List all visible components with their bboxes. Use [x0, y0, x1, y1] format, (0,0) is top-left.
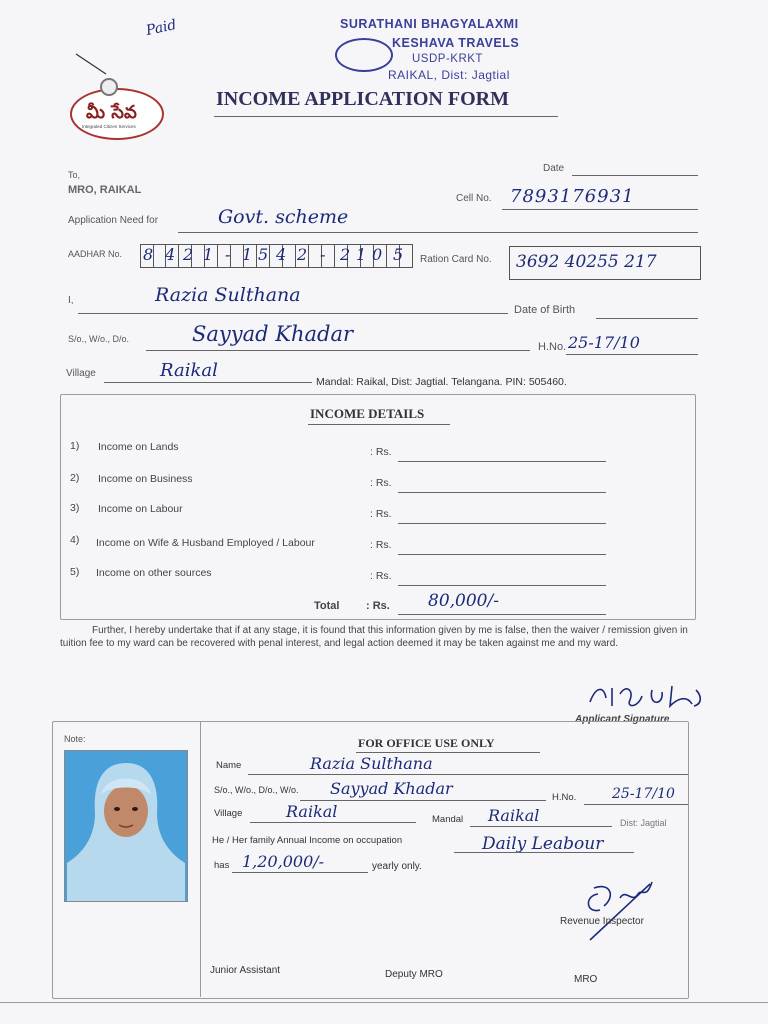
mro-label: MRO [574, 974, 598, 985]
office-has-value: 1,20,000/- [242, 852, 325, 871]
logo-caption: Integrated Citizen Services [82, 124, 136, 129]
income-title-underline [308, 424, 450, 425]
form-title: INCOME APPLICATION FORM [216, 88, 509, 110]
income-row-rs: : Rs. [370, 570, 392, 582]
so-value: Sayyad Khadar [192, 322, 354, 346]
office-so-label: S/o., W/o., D/o., W/o. [214, 785, 299, 795]
aadhar-digit: 4 [276, 245, 287, 264]
meeseva-logo [70, 88, 164, 140]
aadhar-digit: 5 [258, 245, 269, 264]
income-title: INCOME DETAILS [310, 406, 425, 421]
income-row-label: Income on Lands [98, 441, 179, 453]
aadhar-digit: 5 [393, 245, 404, 264]
revenue-inspector-signature-mark [580, 874, 660, 944]
total-line [398, 614, 606, 615]
to-value: MRO, RAIKAL [68, 184, 142, 196]
income-row-num: 5) [70, 566, 80, 578]
office-occupation-label: He / Her family Annual Income on occupation [212, 835, 403, 846]
cell-label: Cell No. [456, 193, 492, 204]
date-label: Date [543, 163, 565, 174]
note-label: Note: [64, 734, 86, 744]
aadhar-digit: - [320, 245, 326, 264]
income-row-label: Income on other sources [96, 567, 212, 579]
stamp-line-2: KESHAVA TRAVELS [392, 36, 520, 50]
office-so-value: Sayyad Khadar [330, 779, 453, 798]
cell-value: 7893176931 [510, 186, 635, 207]
so-label: S/o., W/o., D/o. [68, 334, 130, 344]
application-line [178, 232, 698, 233]
page-bottom-line [0, 1002, 768, 1003]
person-photo-icon [65, 751, 187, 901]
income-row-label: Income on Wife & Husband Employed / Labour [96, 537, 315, 549]
income-row-num: 4) [70, 534, 80, 546]
office-so-line [300, 800, 546, 801]
aadhar-digit: 2 [297, 245, 308, 264]
arrow-mark [72, 50, 112, 80]
applicant-signature-label: Applicant Signature [575, 714, 670, 725]
applicant-photo [64, 750, 188, 902]
income-row-line [398, 523, 606, 524]
income-row-num: 1) [70, 440, 80, 452]
office-mandal-line [470, 826, 612, 827]
stamp-seal-icon [335, 38, 393, 72]
stamp-line-3: USDP-KRKT [412, 53, 483, 65]
income-row-line [398, 461, 606, 462]
income-row-line [398, 492, 606, 493]
aadhar-digit: 4 [165, 245, 176, 264]
office-dist-label: Dist: Jagtial [620, 818, 667, 828]
aadhar-digit: 0 [372, 245, 383, 264]
income-row-label: Income on Labour [98, 503, 183, 515]
logo-emblem-icon [100, 78, 118, 96]
aadhar-digit: 2 [340, 245, 351, 264]
office-hno-label: H.No. [552, 792, 577, 803]
village-label: Village [66, 368, 96, 379]
office-village-value: Raikal [286, 802, 338, 821]
revenue-inspector-label: Revenue Inspector [560, 916, 644, 927]
income-row-rs: : Rs. [370, 508, 392, 520]
cell-line [502, 209, 698, 210]
stamp-line-1: SURATHANI BHAGYALAXMI [340, 17, 519, 31]
to-label: To, [68, 170, 81, 180]
income-row-line [398, 554, 606, 555]
aadhar-digit: 8 [143, 245, 154, 264]
office-mandal-label: Mandal [432, 814, 464, 825]
hno-label: H.No. [538, 341, 567, 353]
office-occupation-line [454, 852, 634, 853]
aadhar-digit: 1 [203, 245, 214, 264]
hno-line [566, 354, 698, 355]
office-title: FOR OFFICE USE ONLY [358, 736, 495, 750]
income-row-num: 2) [70, 472, 80, 484]
ration-value: 3692 40255 217 [516, 252, 657, 272]
office-mandal-value: Raikal [488, 806, 540, 825]
dob-label: Date of Birth [514, 304, 576, 316]
office-title-underline [356, 752, 540, 753]
income-row-rs: : Rs. [370, 446, 392, 458]
office-hno-value: 25-17/10 [612, 786, 675, 802]
aadhar-label: AADHAR No. [68, 249, 123, 259]
total-label: Total [314, 600, 340, 612]
office-name-value: Razia Sulthana [310, 754, 433, 773]
income-row-rs: : Rs. [370, 539, 392, 551]
aadhar-digit: 1 [356, 245, 367, 264]
dob-line [596, 318, 698, 319]
name-line [78, 313, 508, 314]
applicant-name: Razia Sulthana [155, 284, 301, 306]
office-has-label: has [214, 860, 230, 871]
total-value: 80,000/- [428, 591, 499, 611]
office-village-line [250, 822, 416, 823]
deputy-mro-label: Deputy MRO [385, 969, 443, 980]
application-value: Govt. scheme [218, 206, 349, 228]
mandal-text: Mandal: Raikal, Dist: Jagtial. Telangana. PIN: 505460. [316, 376, 567, 388]
income-row-line [398, 585, 606, 586]
income-row-rs: : Rs. [370, 477, 392, 489]
office-name-line [248, 774, 688, 775]
application-label: Application Need for [68, 215, 159, 226]
income-row-num: 3) [70, 502, 80, 514]
office-has-line [232, 872, 368, 873]
office-hno-line [584, 804, 688, 805]
office-occupation-value: Daily Leabour [482, 834, 604, 854]
total-rs: : Rs. [366, 600, 390, 612]
hno-value: 25-17/10 [568, 333, 640, 352]
aadhar-digit: 2 [183, 245, 194, 264]
office-divider [200, 721, 201, 997]
so-line [146, 350, 530, 351]
office-yearly-label: yearly only. [372, 861, 422, 872]
paid-annotation: Paid [144, 16, 178, 40]
logo-text: మీ సేవ [86, 102, 137, 123]
title-underline [214, 116, 558, 117]
office-village-label: Village [214, 808, 243, 819]
village-value: Raikal [160, 360, 218, 381]
applicant-signature-mark [586, 680, 706, 714]
village-line [104, 382, 312, 383]
ration-label: Ration Card No. [420, 254, 492, 265]
income-row-label: Income on Business [98, 473, 193, 485]
junior-assistant-label: Junior Assistant [210, 965, 281, 976]
i-label: I, [68, 295, 74, 306]
date-line [572, 175, 698, 176]
stamp-line-4: RAIKAL, Dist: Jagtial [388, 68, 510, 82]
aadhar-digit: 1 [242, 245, 253, 264]
office-name-label: Name [216, 760, 242, 771]
declaration-text: Further, I hereby undertake that if at any stage, it is found that this information given by me is false, then the waiver / remission given in tuition fee to my ward can be recovered with penal interest, and legal action deemed it may be taken against me and my ward. [60, 625, 688, 649]
aadhar-digit: - [225, 245, 231, 264]
